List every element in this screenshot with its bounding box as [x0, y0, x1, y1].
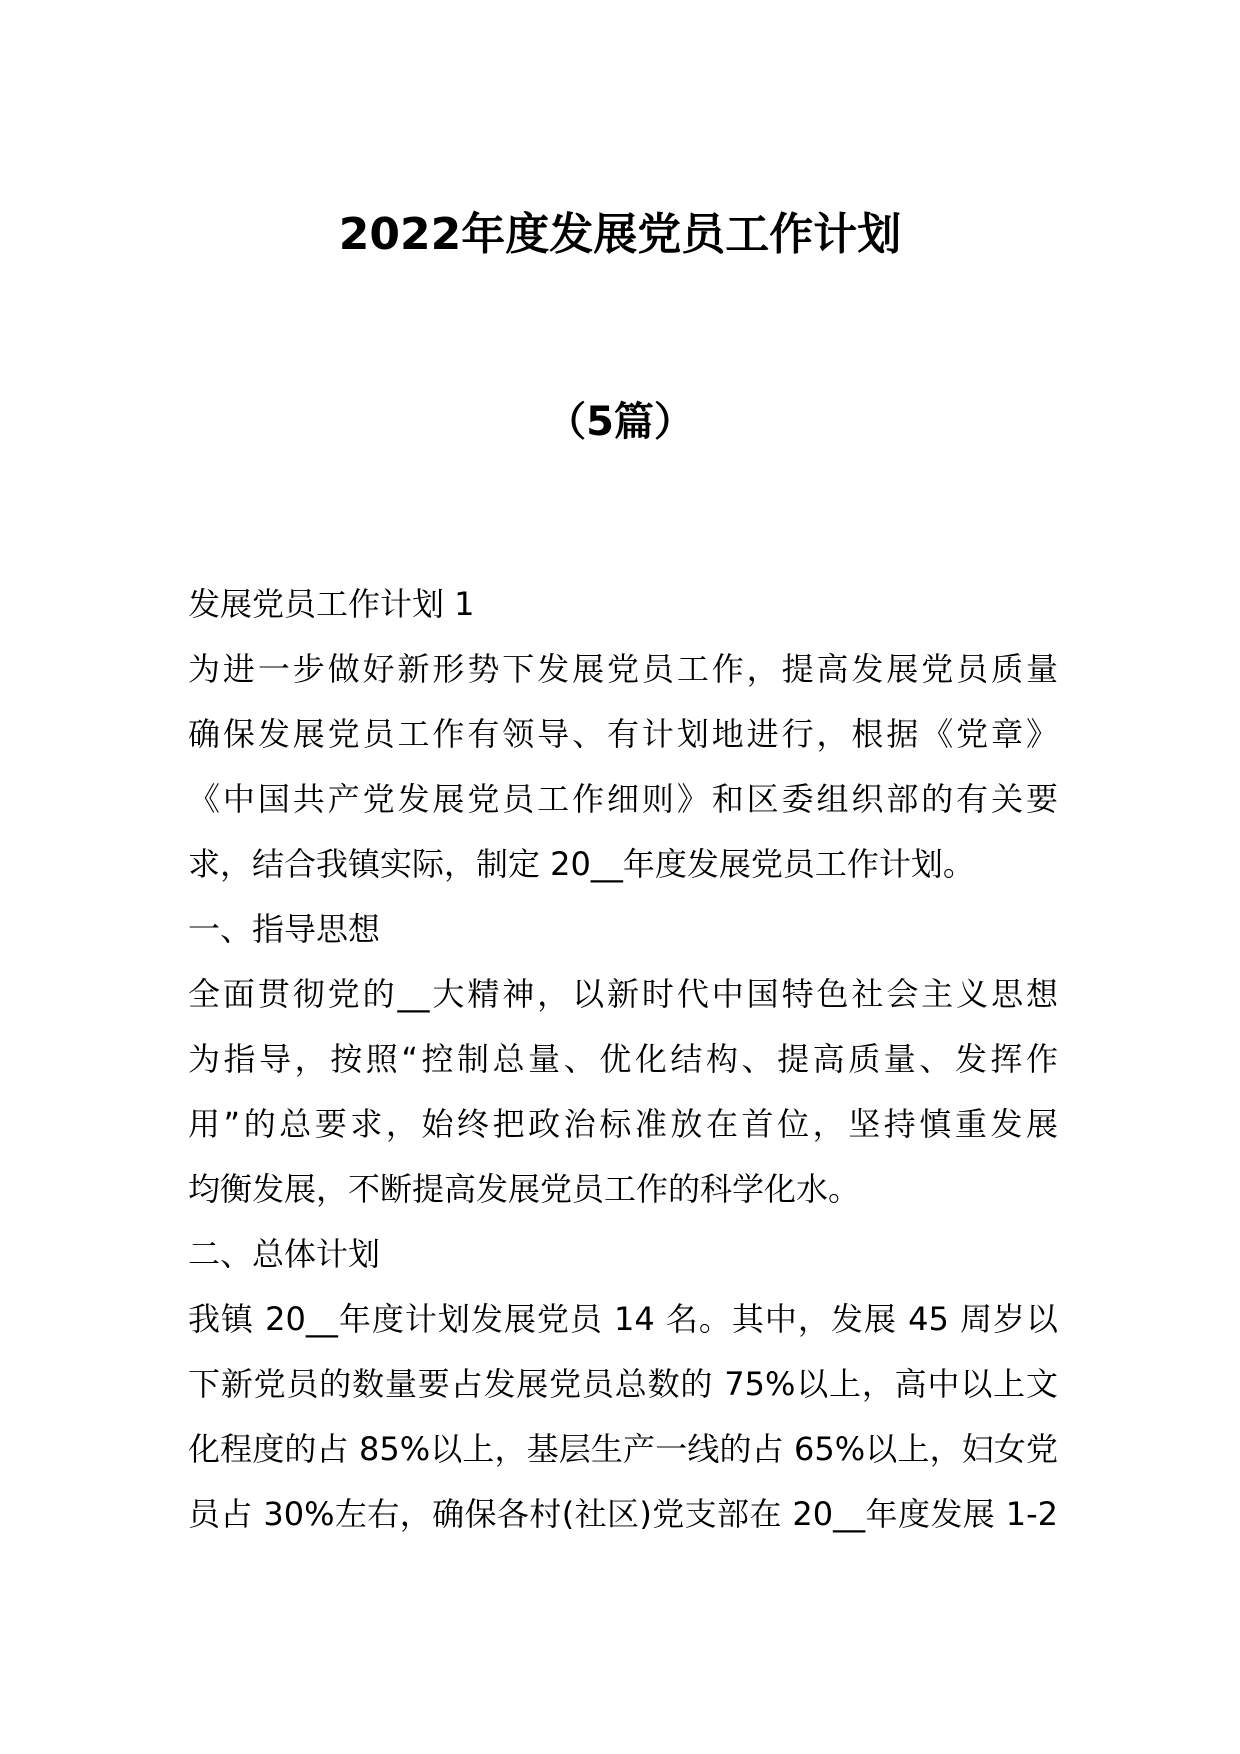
paragraph-line: 员占 30%左右，确保各村(社区)党支部在 20__年度发展 1-2 — [188, 1495, 1058, 1533]
paragraph-line: 为指导，按照“控制总量、优化结构、提高质量、发挥作 — [188, 1040, 1058, 1078]
paragraph-line: 确保发展党员工作有领导、有计划地进行，根据《党章》 — [188, 715, 1058, 753]
section-heading-plan-1: 发展党员工作计划 1 — [188, 585, 475, 623]
paragraph-line: 下新党员的数量要占发展党员总数的 75%以上，高中以上文 — [188, 1365, 1058, 1403]
paragraph-line: 均衡发展，不断提高发展党员工作的科学化水。 — [188, 1170, 861, 1208]
paragraph-line: 全面贯彻党的__大精神，以新时代中国特色社会主义思想 — [188, 975, 1058, 1013]
paragraph-line: 《中国共产党发展党员工作细则》和区委组织部的有关要 — [188, 780, 1058, 818]
paragraph-line: 用”的总要求，始终把政治标准放在首位，坚持慎重发展 — [188, 1105, 1058, 1143]
paragraph-line: 我镇 20__年度计划发展党员 14 名。其中，发展 45 周岁以 — [188, 1300, 1058, 1338]
paragraph-line: 化程度的占 85%以上，基层生产一线的占 65%以上，妇女党 — [188, 1430, 1058, 1468]
section-heading-guiding-ideology: 一、指导思想 — [188, 910, 381, 948]
document-body — [188, 572, 1058, 1547]
paragraph-line: 求，结合我镇实际，制定 20__年度发展党员工作计划。 — [188, 845, 975, 883]
section-heading-overall-plan: 二、总体计划 — [188, 1235, 381, 1273]
paragraph-line: 为进一步做好新形势下发展党员工作，提高发展党员质量 — [188, 650, 1058, 688]
document-title: 2022年度发展党员工作计划 — [338, 209, 902, 260]
document-subtitle: （5篇） — [546, 399, 694, 445]
